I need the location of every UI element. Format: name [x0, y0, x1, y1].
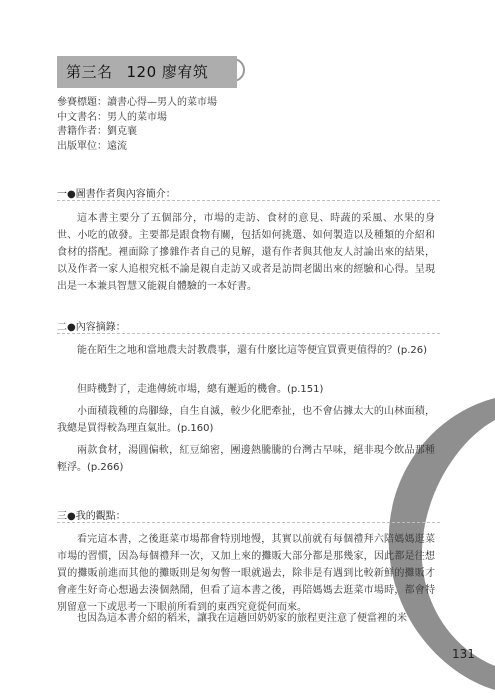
page-title [66, 61, 208, 82]
student-name: 120 廖宥筑 [126, 63, 209, 81]
award-rank: 第三名 [66, 63, 113, 81]
quote-1: 能在陌生之地和當地農夫討教農事，還有什麼比這等便宜買賣更值得的？(p.26) [77, 345, 428, 356]
section1-text: 這本書主要分了五個部分，市場的走訪、食材的意見、時蔬的采風、水果的身世、小吃的啟發。主要都是跟食物有關，包括如何挑選、如何製造以及種類的介紹和食材的搭配。裡面除了摻雜作者自己的見解，還有作者與其他友人討論出來的結果，以及作者一家人追根究柢不論是親自走訪又或者是訪問老闆出來的經驗和心得。呈現出是一本兼具智慧又能親自體驗的一本好書。 [57, 213, 435, 292]
page-number: 131 [452, 647, 475, 661]
divider [57, 200, 440, 201]
quote-4: 兩款食材，湯圓偏軟，紅豆綿密，團邊熱騰騰的台灣古早味，絕非現今飲品那種輕浮。(p.266) [57, 445, 435, 473]
section3-paragraph-2: 也因為這本書介紹的稻米，讓我在這趟回奶奶家的旅程更注意了便當裡的米 [77, 613, 407, 624]
book-title: 中文書名：男人的菜市場 [57, 111, 167, 123]
book-info [57, 96, 217, 154]
quote-2: 但時機對了，走進傳統市場，總有邂逅的機會。(p.151) [77, 384, 324, 395]
section3-paragraph-1: 看完這本書，之後逛菜市場都會特別地慢，其實以前就有每個禮拜六陪媽媽逛菜市場的習慣，因為每個禮拜一次，又加上來的攤販大部分都是那幾家，因此都是往想買的攤販前進而其他的攤販則是匆匆瞥一眼就過去，除非是有遇到比較新鮮的攤販才會產生好奇心想過去湊個熱鬧，但看了這本書之後，再陪媽媽去逛菜市場時，都會特別留意一下或思考一下眼前所看到的東西究竟從何而來。 [57, 534, 435, 613]
divider [57, 333, 440, 334]
book-author: 書籍作者：劉克襄 [57, 126, 137, 137]
divider [57, 522, 440, 523]
section1-heading: 一●圖書作者與內容簡介： [57, 189, 176, 200]
publisher: 出版單位：遠流 [57, 140, 127, 152]
entry-title: 參賽標題：讀書心得—男人的菜市場 [57, 97, 217, 108]
section3-heading: 三●我的觀點： [57, 511, 126, 522]
section2-heading: 二●內容摘錄： [57, 322, 126, 333]
quote-3: 小面積栽種的烏腳綠，自生自滅，較少化肥牽扯，也不會佔據太大的山林面積，我總是買得較為理直氣壯。(p.160) [57, 406, 435, 434]
